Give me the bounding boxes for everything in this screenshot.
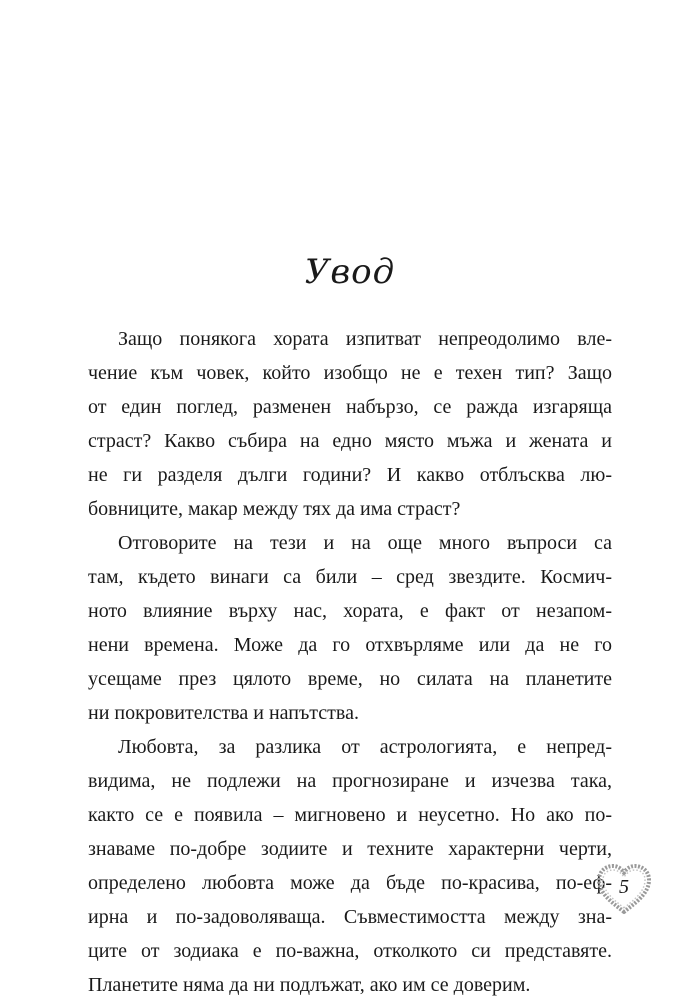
text-line: определено любовта може да бъде по-красива, по-еф- [88, 872, 612, 894]
text-line: там, където винаги са били – сред звездите. Космич- [88, 566, 612, 588]
text-line: усещаме през цялото време, но силата на планетите [88, 668, 612, 690]
text-line: не ги разделя дълги години? И какво отблъсква лю- [88, 464, 612, 486]
text-line: ното влияние върху нас, хората, е факт от незапом- [88, 600, 612, 622]
text-line: ни покровителства и напътства. [88, 702, 359, 724]
text-line: от един поглед, разменен набързо, се ражда изгаряща [88, 396, 612, 418]
text-line: Защо понякога хората изпитват непреодолимо вле- [118, 328, 612, 350]
text-line: бовниците, макар между тях да има страст? [88, 498, 461, 520]
text-line: Любовта, за разлика от астрологията, е непред- [118, 736, 612, 758]
paragraph-1 [88, 322, 612, 526]
text-line: ирна и по-задоволяваща. Съвместимостта между зна- [88, 906, 612, 928]
paragraph-3 [88, 730, 612, 1002]
text-line: Отговорите на тези и на още много въпроси са [118, 532, 612, 554]
chapter-title: Увод [304, 252, 396, 292]
text-line: както се е появила – мигновено и неусетно. Но ако по- [88, 804, 612, 826]
text-line: чение към човек, който изобщо не е техен тип? Защо [88, 362, 612, 384]
text-line: знаваме по-добре зодиите и техните характерни черти, [88, 838, 612, 860]
text-line: нени времена. Може да го отхвърляме или да не го [88, 634, 612, 656]
text-line: ците от зодиака е по-важна, отколкото си представяте. [88, 940, 612, 962]
text-line: страст? Какво събира на едно място мъжа и жената и [88, 430, 612, 452]
text-line: Планетите няма да ни подлъжат, ако им се доверим. [88, 974, 531, 996]
page-number: 5 [619, 876, 629, 898]
paragraph-2 [88, 526, 612, 730]
text-line: видима, не подлежи на прогнозиране и изчезва така, [88, 770, 612, 792]
chapter-body [88, 322, 612, 1002]
